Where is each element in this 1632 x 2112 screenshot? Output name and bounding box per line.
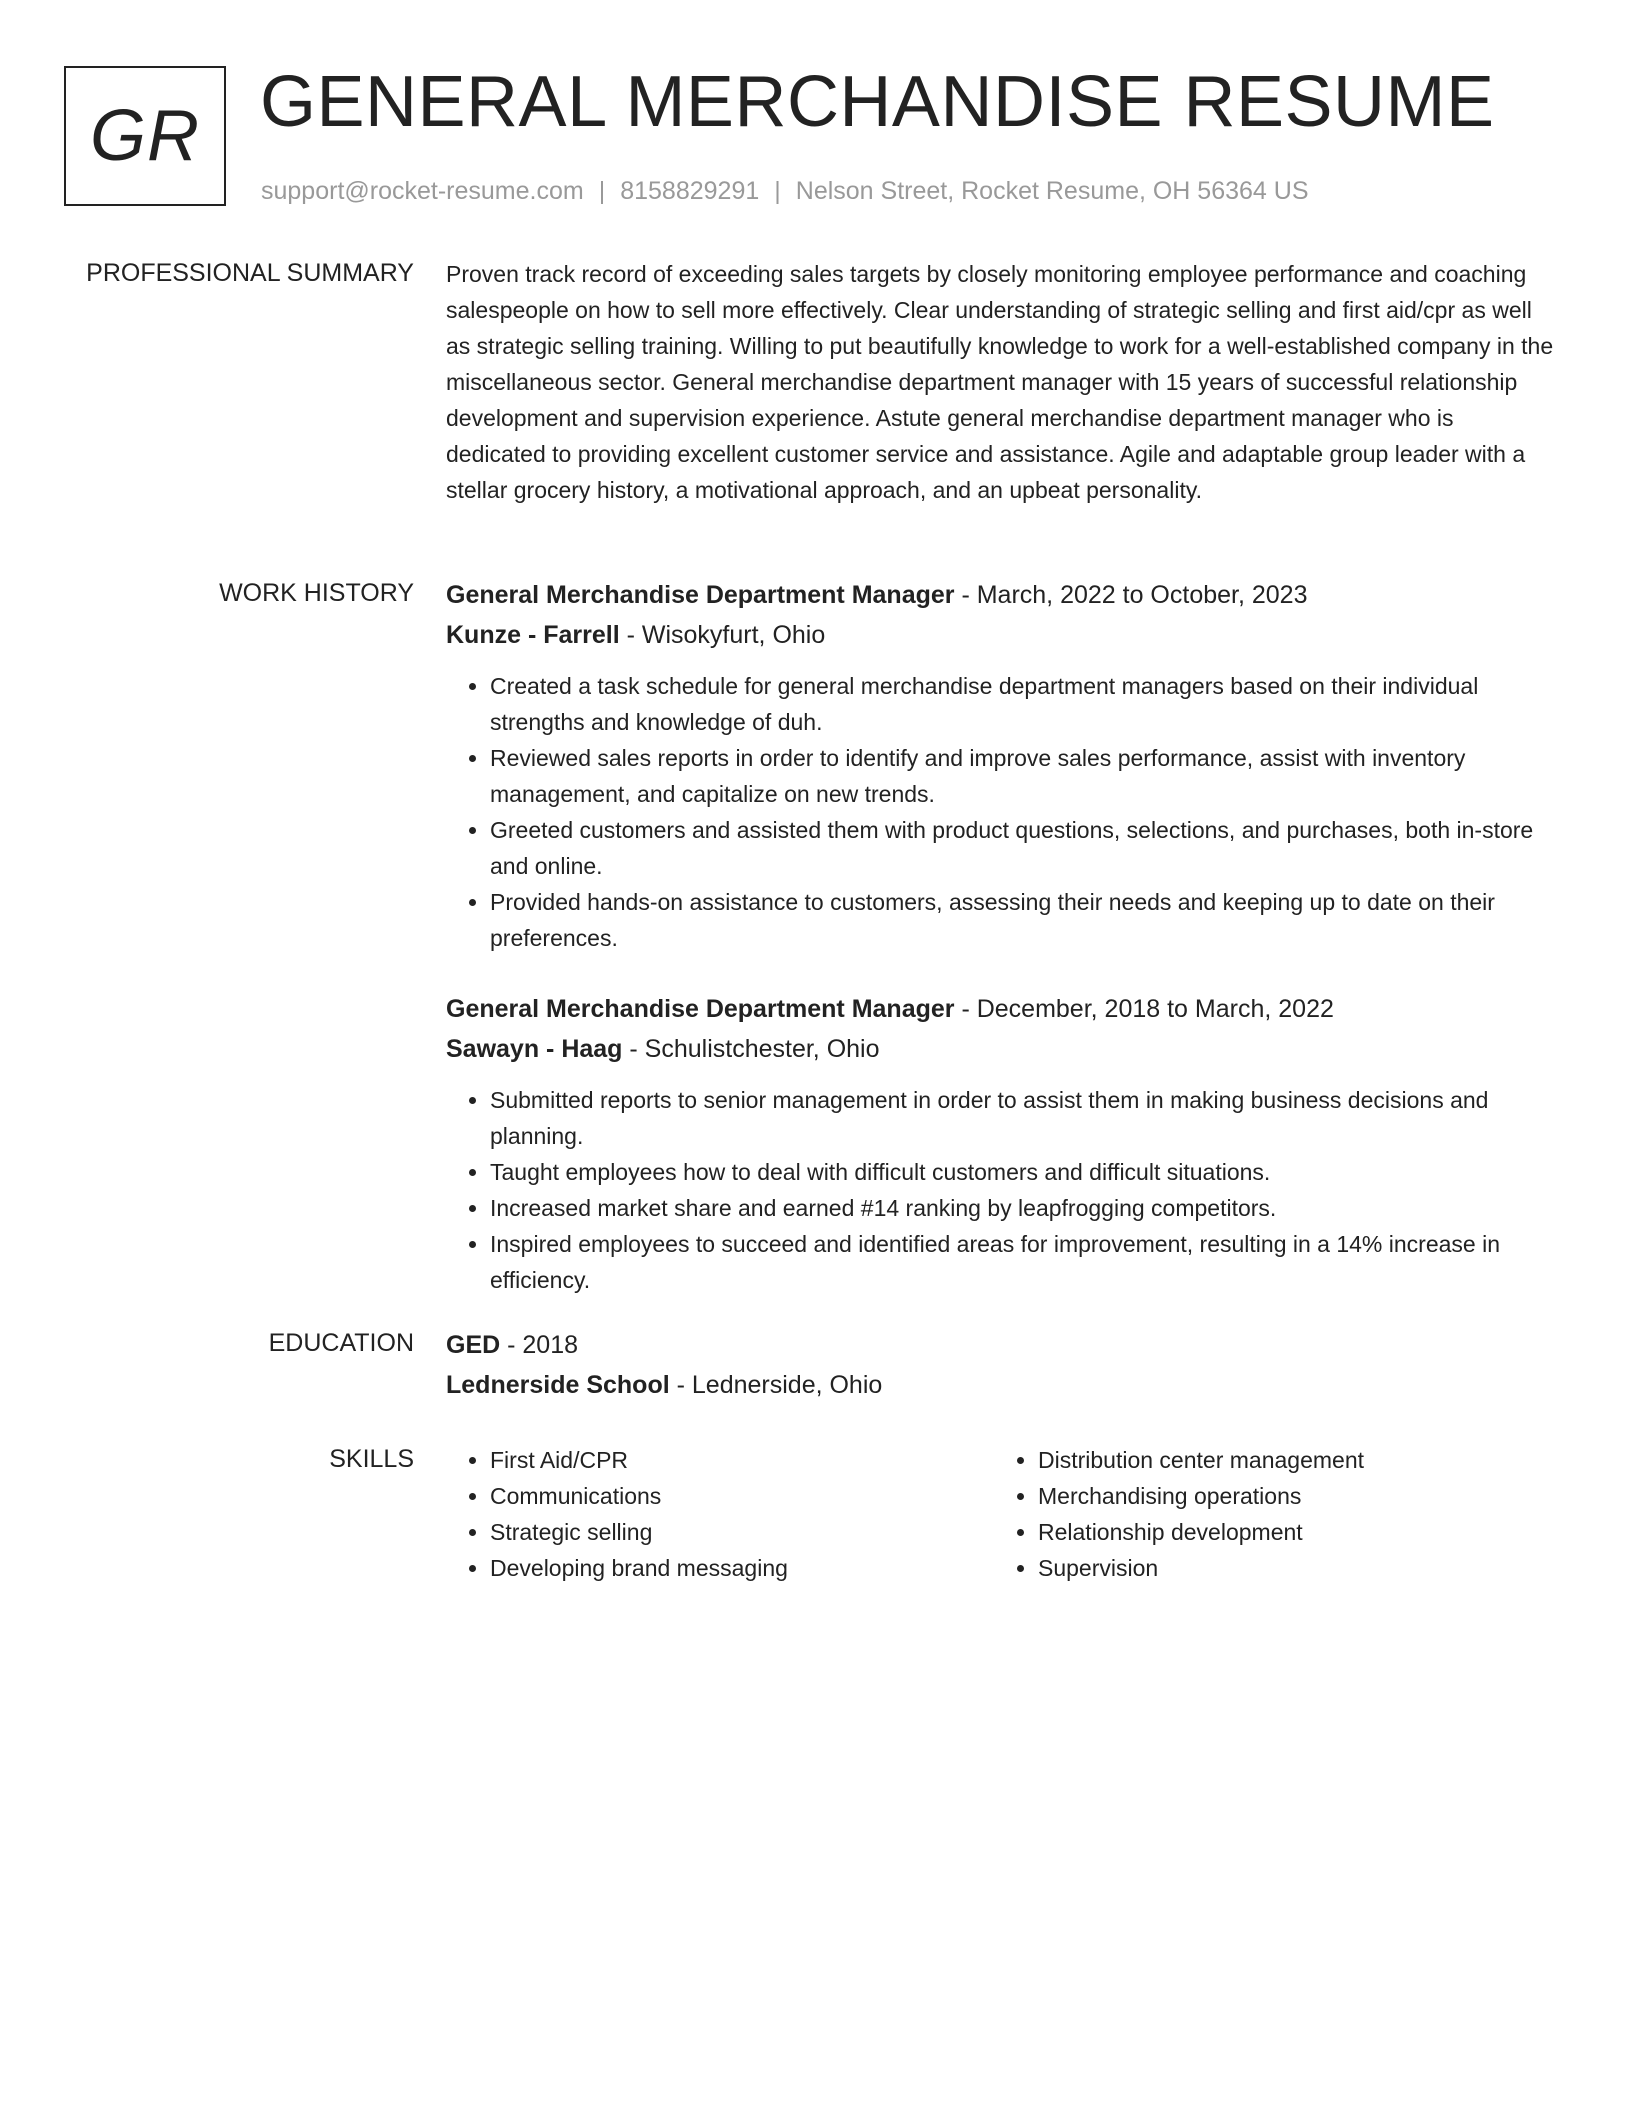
skills-label: SKILLS [329,1445,414,1473]
job-duty: • Created a task schedule for general merchandise department managers based on their individual strengths and knowledge of duh. [490,668,1558,740]
summary-label: PROFESSIONAL SUMMARY [86,259,414,287]
skill-item: • Communications [490,1478,994,1514]
contact-line [261,176,1309,206]
work-history-label: WORK HISTORY [219,579,414,607]
job-duty: • Provided hands-on assistance to customers, assessing their needs and keeping up to date on their preferences. [490,884,1558,956]
contact-email[interactable]: support@rocket-resume.com [261,177,584,205]
summary-body [446,256,1558,508]
monogram-initials: GR [90,96,200,176]
job-company: Kunze - Farrell [446,621,620,649]
job-duty: • Submitted reports to senior management in order to assist them in making business decisions and planning. [490,1082,1558,1154]
contact-separator: | [774,177,781,205]
job-duty: • Increased market share and earned #14 ranking by leapfrogging competitors. [490,1190,1558,1226]
job-duties-list [446,668,1558,956]
education-location: - Lednerside, Ohio [669,1371,883,1399]
job-dates: - March, 2022 to October, 2023 [954,581,1308,609]
skill-item: • Developing brand messaging [490,1550,994,1586]
skills-list-right [994,1442,1542,1586]
skill-item: • Relationship development [1038,1514,1542,1550]
monogram-box [64,66,226,206]
work-history-body [446,576,1558,1332]
job-heading [446,990,1558,1028]
contact-separator: | [598,177,606,205]
summary-text: Proven track record of exceeding sales targets by closely monitoring employee performance and coaching salespeople on how to sell more effectively. Clear understanding of strategic selling and first aid/cpr as well as strategic selling training. Willing to put beautifully knowledge to work for a well-established company in the miscellaneous sector. General merchandise department manager with 15 years of successful relationship development and supervision experience. Astute general merchandise department manager who is dedicated to providing excellent customer service and assistance. Agile and adaptable group leader with a stellar grocery history, a motivational approach, and an upbeat personality. [446,261,1554,503]
education-year: - 2018 [500,1331,579,1359]
contact-phone[interactable]: 8158829291 [620,177,760,205]
education-school-line [446,1366,1558,1404]
education-degree: GED [446,1331,501,1359]
skills-list-left [446,1442,994,1586]
job-entry [446,576,1558,956]
education-degree-line [446,1326,1558,1364]
education-label: EDUCATION [268,1329,414,1357]
job-employer [446,1030,1558,1068]
skill-item: • Distribution center management [1038,1442,1542,1478]
education-body [446,1326,1558,1404]
job-duty: • Inspired employees to succeed and identified areas for improvement, resulting in a 14% increase in efficiency. [490,1226,1558,1298]
skills-body [446,1442,1558,1586]
skill-item: • Merchandising operations [1038,1478,1542,1514]
contact-address: Nelson Street, Rocket Resume, OH 56364 US [795,177,1309,205]
job-employer [446,616,1558,654]
job-duty: • Greeted customers and assisted them with product questions, selections, and purchases, both in-store and online. [490,812,1558,884]
job-dates: - December, 2018 to March, 2022 [954,995,1334,1023]
job-location: - Wisokyfurt, Ohio [619,621,826,649]
skill-item: • Supervision [1038,1550,1542,1586]
skill-item: • First Aid/CPR [490,1442,994,1478]
job-duty: • Reviewed sales reports in order to identify and improve sales performance, assist with inventory management, and capitalize on new trends. [490,740,1558,812]
job-title: General Merchandise Department Manager [446,581,955,609]
education-school: Lednerside School [446,1371,670,1399]
job-heading [446,576,1558,614]
job-entry [446,990,1558,1298]
job-title: General Merchandise Department Manager [446,995,955,1023]
job-duty: • Taught employees how to deal with difficult customers and difficult situations. [490,1154,1558,1190]
skills-grid [446,1442,1558,1586]
resume-title: GENERAL MERCHANDISE RESUME [260,62,1495,142]
job-location: - Schulistchester, Ohio [622,1035,880,1063]
job-duties-list [446,1082,1558,1298]
job-company: Sawayn - Haag [446,1035,623,1063]
skill-item: • Strategic selling [490,1514,994,1550]
